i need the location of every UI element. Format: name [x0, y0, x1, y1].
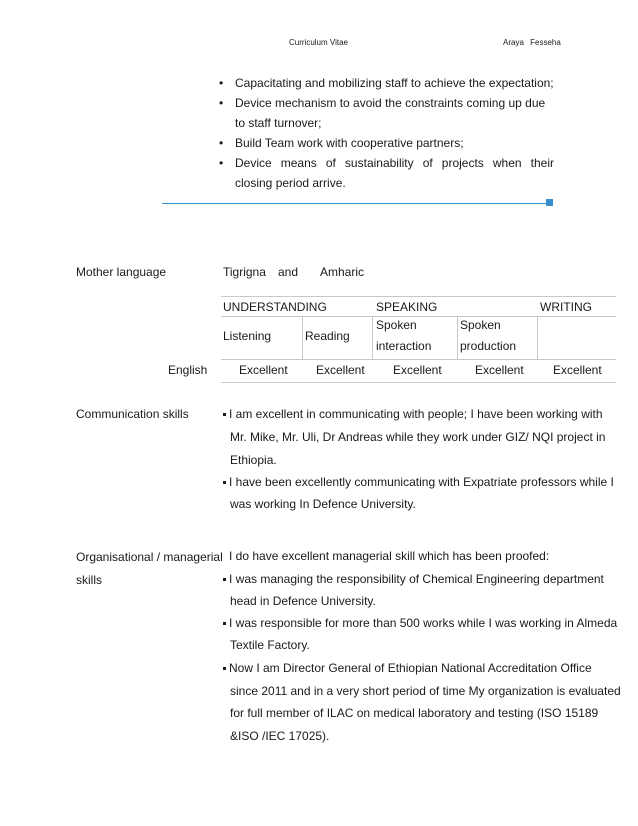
table-rule [221, 359, 616, 360]
sub-spoken-production-line2: production [460, 339, 517, 353]
section-divider [162, 203, 548, 204]
list-item: I was responsible for more than 500 works while I was working in Almeda [223, 613, 617, 634]
english-reading-level: Excellent [316, 363, 365, 377]
english-listening-level: Excellent [239, 363, 288, 377]
author-name: Araya Fesseha [503, 38, 561, 47]
mother-language-value-1: Tigrigna [223, 265, 266, 279]
communication-skills-label: Communication skills [76, 407, 189, 421]
list-item [218, 73, 554, 93]
table-col-divider [537, 316, 538, 359]
list-item-continuation: head in Defence University. [230, 594, 376, 608]
list-item-continuation: Ethiopia. [230, 453, 277, 467]
english-writing-level: Excellent [553, 363, 602, 377]
row-language-english: English [168, 363, 208, 377]
square-bullet-icon [223, 622, 226, 625]
square-bullet-icon [223, 578, 226, 581]
document-title: Curriculum Vitae [289, 38, 348, 47]
table-col-divider [372, 316, 373, 359]
list-item-continuation: &ISO /IEC 17025). [230, 729, 330, 743]
list-item-continuation: was working In Defence University. [230, 497, 416, 511]
square-bullet-icon [223, 481, 226, 484]
list-item-text: Build Team work with cooperative partners; [235, 136, 464, 150]
sub-spoken-production-line1: Spoken [460, 318, 501, 332]
table-col-divider [457, 316, 458, 359]
header-speaking: SPEAKING [376, 300, 438, 314]
sub-spoken-interaction-line1: Spoken [376, 318, 417, 332]
list-item-continuation: for full member of ILAC on medical laboratory and testing (ISO 15189 [230, 706, 599, 720]
square-bullet-icon [223, 413, 226, 416]
list-item [218, 153, 554, 193]
list-item-text: Device mechanism to avoid the constraints coming up due to staff turnover; [235, 96, 546, 130]
duties-bullet-list [218, 73, 554, 193]
square-bullet-icon [223, 667, 226, 670]
sub-listening: Listening [223, 329, 272, 343]
list-item: I have been excellently communicating with Expatriate professors while I [223, 472, 614, 493]
organisational-intro: I do have excellent managerial skill which has been proofed: [229, 549, 550, 563]
mother-language-label: Mother language [76, 265, 167, 279]
bullet-icon: • [219, 76, 224, 90]
list-item-continuation: since 2011 and in a very short period of time My organization is evaluated [230, 684, 621, 698]
list-item: Now I am Director General of Ethiopian National Accreditation Office [223, 658, 592, 679]
bullet-icon: • [219, 136, 224, 150]
list-item: I was managing the responsibility of Chemical Engineering department [223, 569, 604, 590]
table-rule [221, 316, 616, 317]
table-col-divider [302, 316, 303, 359]
mother-language-separator: and [278, 265, 299, 279]
list-item-text: Capacitating and mobilizing staff to achieve the expectation; [235, 76, 554, 90]
organisational-skills-label-line2: skills [76, 573, 102, 587]
table-rule [221, 382, 616, 383]
header-understanding: UNDERSTANDING [223, 300, 327, 314]
list-item-continuation: Textile Factory. [230, 638, 310, 652]
divider-marker [546, 199, 553, 206]
mother-language-value-2: Amharic [320, 265, 365, 279]
list-item: I am excellent in communicating with people; I have been working with [223, 404, 603, 425]
list-item [218, 93, 554, 133]
table-rule [221, 296, 616, 297]
list-item-text: Device means of sustainability of projects when their closing period arrive. [235, 156, 554, 190]
english-spoken-interaction-level: Excellent [393, 363, 442, 377]
organisational-skills-label-line1: Organisational / managerial [76, 550, 223, 564]
list-item-continuation: Mr. Mike, Mr. Uli, Dr Andreas while they work under GIZ/ NQI project in [230, 430, 606, 444]
bullet-icon: • [219, 156, 224, 170]
english-spoken-production-level: Excellent [475, 363, 524, 377]
sub-spoken-interaction-line2: interaction [376, 339, 432, 353]
list-item [218, 133, 554, 153]
sub-reading: Reading [305, 329, 350, 343]
bullet-icon: • [219, 96, 224, 110]
header-writing: WRITING [540, 300, 592, 314]
